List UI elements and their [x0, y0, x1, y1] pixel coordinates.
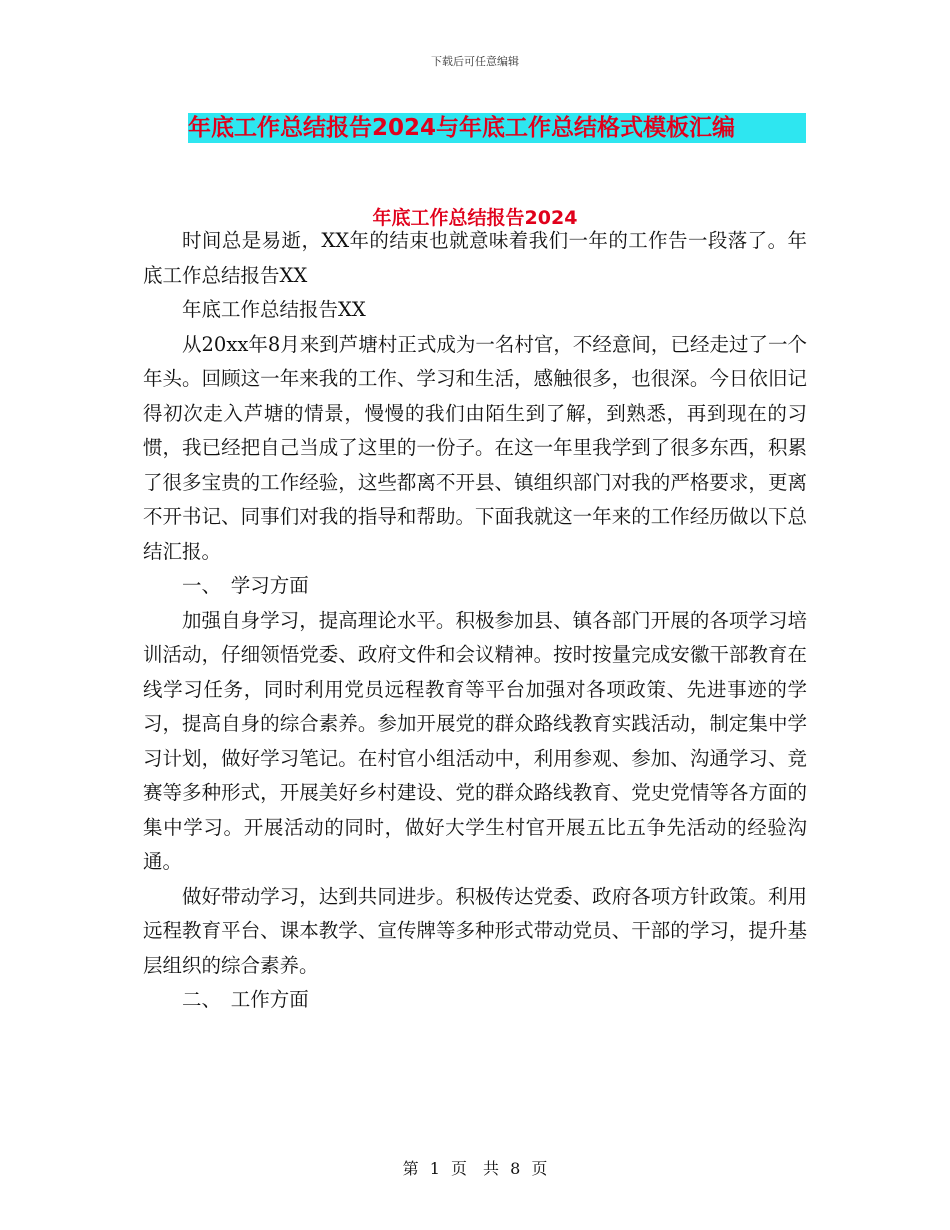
heading-work: 二、 工作方面 [182, 988, 309, 1011]
paragraph-intro: 时间总是易逝，XX年的结束也就意味着我们一年的工作告一段落了。年底工作总结报告XX [143, 229, 807, 287]
footer-suffix: 页 [531, 1159, 548, 1178]
header-note: 下载后可任意编辑 [431, 55, 519, 68]
paragraph-study-lead: 做好带动学习，达到共同进步。积极传达党委、政府各项方针政策。利用远程教育平台、课本教学、宣传牌等多种形式带动党员、干部的学习，提升基层组织的综合素养。 [143, 884, 807, 977]
document-title-highlight [188, 113, 806, 143]
footer-page-number: 1 [429, 1159, 440, 1178]
footer-prefix: 第 [402, 1159, 419, 1178]
document-body [143, 224, 807, 1018]
paragraph-subtitle: 年底工作总结报告XX [182, 298, 366, 321]
document-title: 年底工作总结报告2024与年底工作总结格式模板汇编 [188, 115, 736, 141]
heading-study: 一、 学习方面 [182, 574, 309, 597]
footer-total-pages: 8 [510, 1159, 521, 1178]
page-footer [0, 1156, 950, 1179]
paragraph-overview: 从20xx年8月来到芦塘村正式成为一名村官，不经意间，已经走过了一个年头。回顾这一年来我的工作、学习和生活，感触很多，也很深。今日依旧记得初次走入芦塘的情景，慢慢的我们由陌生到了解，到熟悉，再到现在的习惯，我已经把自己当成了这里的一份子。在这一年里我学到了很多东西，积累了很多宝贵的工作经验，这些都离不开县、镇组织部门对我的严格要求，更离不开书记、同事们对我的指导和帮助。下面我就这一年来的工作经历做以下总结汇报。 [143, 332, 807, 563]
footer-middle: 页 共 [450, 1159, 499, 1178]
section-title: 年底工作总结报告2024 [372, 207, 578, 229]
paragraph-study-self: 加强自身学习，提高理论水平。积极参加县、镇各部门开展的各项学习培训活动，仔细领悟党委、政府文件和会议精神。按时按量完成安徽干部教育在线学习任务，同时利用党员远程教育等平台加强对各项政策、先进事迹的学习，提高自身的综合素养。参加开展党的群众路线教育实践活动，制定集中学习计划，做好学习笔记。在村官小组活动中，利用参观、参加、沟通学习、竞赛等多种形式，开展美好乡村建设、党的群众路线教育、党史党情等各方面的集中学习。开展活动的同时，做好大学生村官开展五比五争先活动的经验沟通。 [143, 608, 807, 873]
